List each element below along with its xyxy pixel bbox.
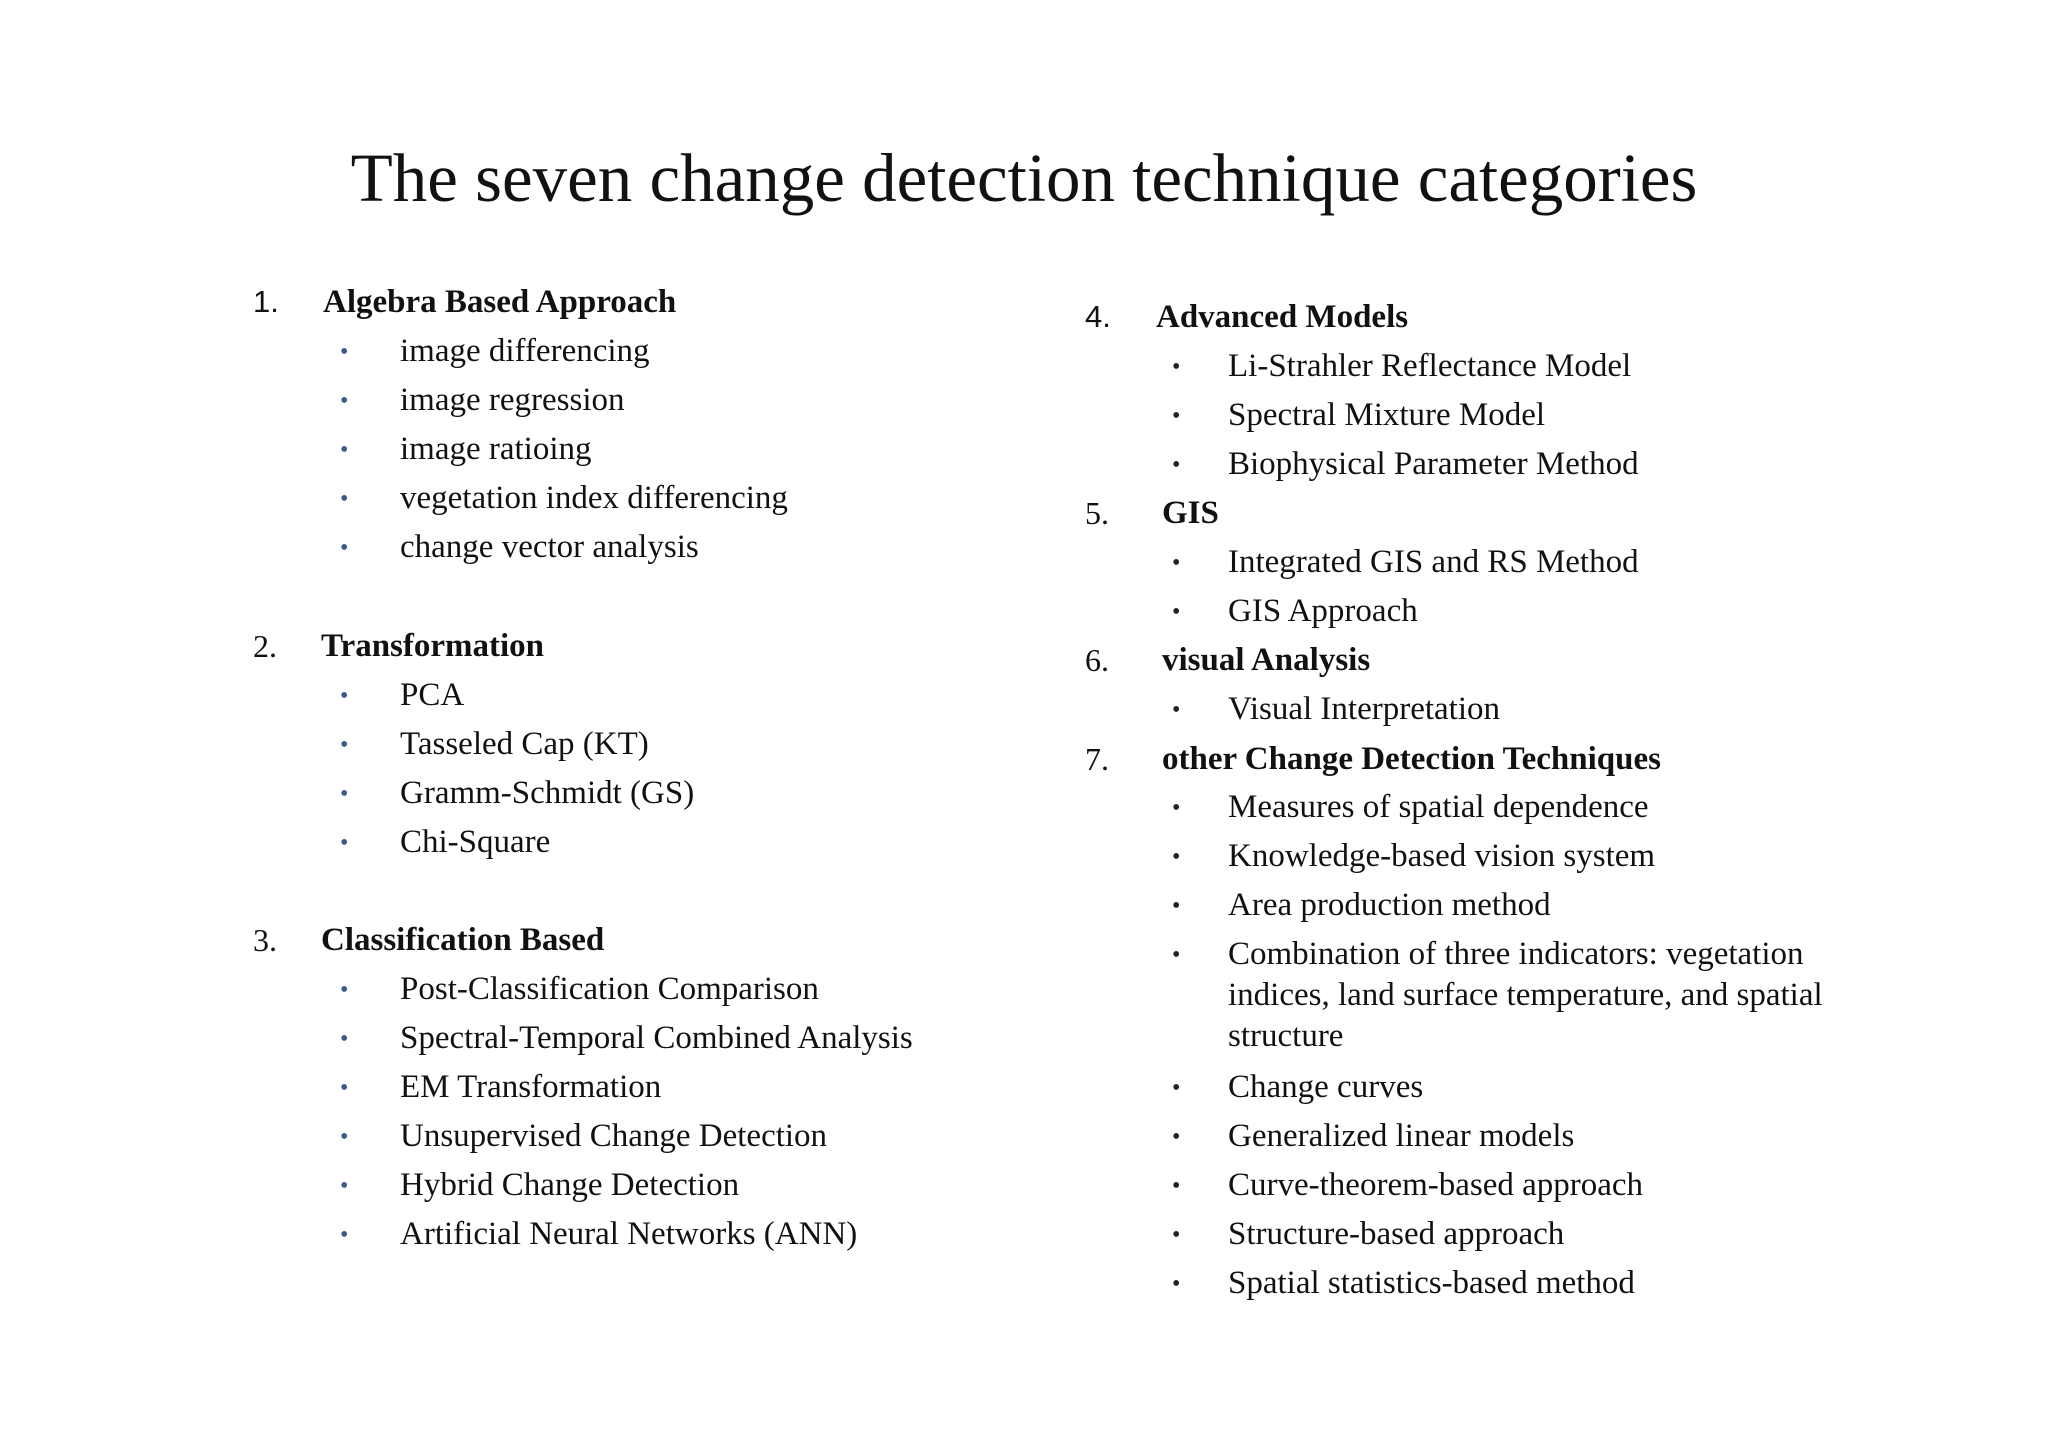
- bullet-icon: •: [340, 1222, 349, 1248]
- category-heading: Algebra Based Approach: [323, 284, 677, 320]
- list-item: image ratioing: [400, 431, 592, 467]
- bullet-icon: •: [1172, 893, 1181, 919]
- list-item: Measures of spatial dependence: [1228, 789, 1649, 825]
- list-item: Change curves: [1228, 1069, 1424, 1105]
- bullet-icon: •: [340, 486, 349, 512]
- list-item: Spatial statistics-based method: [1228, 1265, 1635, 1301]
- bullet-icon: •: [1172, 550, 1181, 576]
- category-heading: GIS: [1162, 495, 1219, 531]
- list-item: image regression: [400, 382, 625, 418]
- bullet-icon: •: [340, 535, 349, 561]
- bullet-icon: •: [1172, 795, 1181, 821]
- bullet-icon: •: [340, 683, 349, 709]
- bullet-icon: •: [340, 1124, 349, 1150]
- bullet-icon: •: [1172, 403, 1181, 429]
- bullet-icon: •: [340, 388, 349, 414]
- category-heading: Classification Based: [321, 922, 605, 958]
- bullet-icon: •: [340, 339, 349, 365]
- category-heading: Advanced Models: [1156, 299, 1409, 335]
- list-item: Spectral-Temporal Combined Analysis: [400, 1020, 913, 1056]
- bullet-icon: •: [1172, 1222, 1181, 1248]
- bullet-icon: •: [340, 732, 349, 758]
- category-heading: Transformation: [321, 628, 545, 664]
- bullet-icon: •: [1172, 942, 1181, 968]
- bullet-icon: •: [1172, 1075, 1181, 1101]
- category-number: 6.: [1085, 642, 1109, 678]
- bullet-icon: •: [1172, 354, 1181, 380]
- bullet-icon: •: [340, 1026, 349, 1052]
- list-item: Biophysical Parameter Method: [1228, 446, 1639, 482]
- list-item: Spectral Mixture Model: [1228, 397, 1546, 433]
- list-item: Curve-theorem-based approach: [1228, 1167, 1644, 1203]
- list-item: vegetation index differencing: [400, 480, 788, 516]
- list-item: Artificial Neural Networks (ANN): [400, 1216, 858, 1252]
- list-item: Chi-Square: [400, 824, 551, 860]
- list-item: Gramm-Schmidt (GS): [400, 775, 695, 811]
- bullet-icon: •: [1172, 452, 1181, 478]
- category-heading: other Change Detection Techniques: [1162, 741, 1661, 777]
- category-number: 2.: [253, 628, 277, 664]
- list-item: Li-Strahler Reflectance Model: [1228, 348, 1632, 384]
- bullet-icon: •: [1172, 1271, 1181, 1297]
- bullet-icon: •: [340, 1075, 349, 1101]
- list-item: Generalized linear models: [1228, 1118, 1575, 1154]
- list-item: Unsupervised Change Detection: [400, 1118, 828, 1154]
- list-item: PCA: [400, 677, 465, 713]
- list-item: Hybrid Change Detection: [400, 1167, 740, 1203]
- bullet-icon: •: [1172, 1124, 1181, 1150]
- list-item: GIS Approach: [1228, 593, 1418, 629]
- list-item: EM Transformation: [400, 1069, 662, 1105]
- category-heading: visual Analysis: [1162, 642, 1371, 678]
- category-number: 4.: [1085, 299, 1111, 334]
- bullet-icon: •: [340, 437, 349, 463]
- list-item: Post-Classification Comparison: [400, 971, 819, 1007]
- list-item: Structure-based approach: [1228, 1216, 1565, 1252]
- category-number: 7.: [1085, 741, 1109, 777]
- bullet-icon: •: [1172, 599, 1181, 625]
- list-item: Visual Interpretation: [1228, 691, 1501, 727]
- bullet-icon: •: [1172, 1173, 1181, 1199]
- list-item: Knowledge-based vision system: [1228, 838, 1656, 874]
- list-item: Area production method: [1228, 887, 1551, 923]
- list-item: change vector analysis: [400, 529, 699, 565]
- list-item: Tasseled Cap (KT): [400, 726, 649, 762]
- bullet-icon: •: [340, 1173, 349, 1199]
- bullet-icon: •: [1172, 697, 1181, 723]
- list-item: image differencing: [400, 333, 650, 369]
- bullet-icon: •: [1172, 844, 1181, 870]
- list-item: Integrated GIS and RS Method: [1228, 544, 1639, 580]
- list-item: Combination of three indicators: vegetation indices, land surface temperature, and spatial structure: [1228, 936, 1823, 1054]
- bullet-icon: •: [340, 977, 349, 1003]
- bullet-icon: •: [340, 781, 349, 807]
- category-number: 5.: [1085, 495, 1109, 531]
- page-title: The seven change detection technique categories: [350, 140, 1698, 216]
- category-number: 1.: [253, 284, 279, 319]
- bullet-icon: •: [340, 830, 349, 856]
- category-number: 3.: [253, 922, 277, 958]
